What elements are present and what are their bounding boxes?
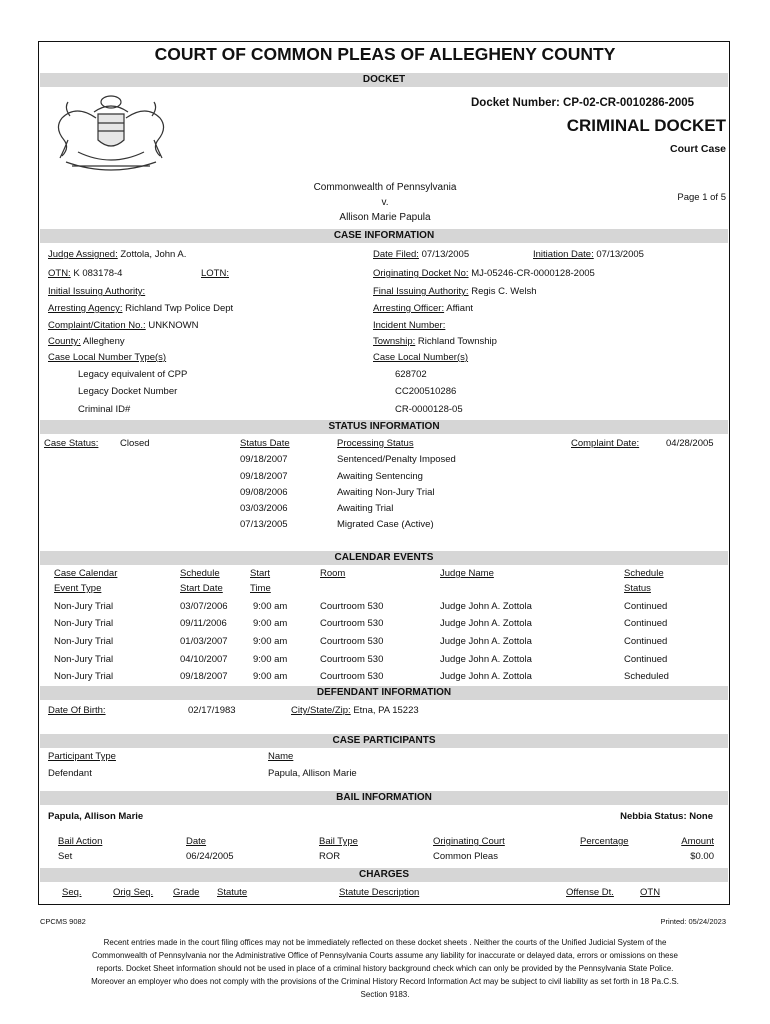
arresting-agency-label: Arresting Agency: — [48, 303, 123, 314]
originating-docket-label: Originating Docket No: — [373, 268, 469, 279]
local-number-item: CR-0000128-05 — [395, 404, 463, 415]
calendar-header-status: Status — [624, 583, 651, 594]
local-type-item: Legacy equivalent of CPP — [78, 369, 188, 380]
calendar-cell-judge: Judge John A. Zottola — [440, 654, 532, 665]
local-number-item: CC200510286 — [395, 386, 457, 397]
calendar-cell-status: Continued — [624, 636, 668, 647]
status-row-status: Awaiting Sentencing — [337, 471, 423, 482]
calendar-header-room: Room — [320, 568, 346, 579]
bail-action: Set — [58, 851, 73, 862]
bail-information-band: BAIL INFORMATION — [40, 791, 728, 805]
status-row-status: Sentenced/Penalty Imposed — [337, 454, 456, 465]
status-date-header: Status Date — [240, 438, 290, 449]
dob-value: 02/17/1983 — [188, 705, 236, 716]
calendar-header-date: Start Date — [180, 583, 223, 594]
page-indicator: Page 1 of 5 — [677, 192, 726, 203]
complaint-date-value: 04/28/2005 — [666, 438, 714, 449]
calendar-cell-type: Non-Jury Trial — [54, 601, 114, 612]
criminal-docket-title: CRIMINAL DOCKET — [566, 116, 726, 135]
status-row-date: 07/13/2005 — [240, 519, 288, 530]
charges-grade-header: Grade — [173, 887, 200, 898]
status-row-status: Awaiting Trial — [337, 503, 394, 514]
docket-number: Docket Number: CP-02-CR-0010286-2005 — [471, 97, 695, 109]
charges-otn-header: OTN — [640, 887, 661, 898]
calendar-cell-date: 04/10/2007 — [180, 654, 228, 665]
calendar-cell-status: Continued — [624, 654, 668, 665]
calendar-header-type: Case Calendar — [54, 568, 118, 579]
amount-header: Amount — [681, 836, 714, 847]
complaint-date-label: Complaint Date: — [571, 438, 640, 449]
final-authority-label: Final Issuing Authority: — [373, 286, 469, 297]
calendar-cell-time: 9:00 am — [253, 671, 288, 682]
status-row-date: 09/18/2007 — [240, 471, 288, 482]
calendar-cell-judge: Judge John A. Zottola — [440, 636, 532, 647]
township-label: Township: — [373, 336, 416, 347]
calendar-cell-type: Non-Jury Trial — [54, 618, 114, 629]
calendar-cell-type: Non-Jury Trial — [54, 636, 114, 647]
bail-party-name: Papula, Allison Marie — [48, 811, 144, 822]
bail-date-header: Date — [186, 836, 207, 847]
arresting-officer-value: Affiant — [446, 303, 473, 314]
case-status-label: Case Status: — [44, 438, 99, 449]
calendar-cell-date: 01/03/2007 — [180, 636, 228, 647]
calendar-header-status: Schedule — [624, 568, 664, 579]
otn-label: OTN: — [48, 268, 71, 279]
caption-versus: v. — [381, 197, 389, 208]
participant-name-header: Name — [268, 751, 294, 762]
status-row-date: 09/18/2007 — [240, 454, 288, 465]
judge-label: Judge Assigned: — [48, 249, 118, 260]
calendar-cell-judge: Judge John A. Zottola — [440, 601, 532, 612]
participant-type: Defendant — [48, 768, 92, 779]
calendar-cell-date: 09/11/2006 — [180, 618, 227, 629]
calendar-header-time: Time — [250, 583, 271, 594]
bail-amount: $0.00 — [690, 851, 714, 862]
city-value: Etna, PA 15223 — [353, 705, 419, 716]
charges-statute-header: Statute — [217, 887, 248, 898]
arresting-officer-label: Arresting Officer: — [373, 303, 445, 314]
processing-status-header: Processing Status — [337, 438, 414, 449]
local-number-item: 628702 — [395, 369, 427, 380]
status-row-date: 09/08/2006 — [240, 487, 288, 498]
calendar-cell-room: Courtroom 530 — [320, 654, 384, 665]
dob-label: Date Of Birth: — [48, 705, 106, 716]
date-filed-value: 07/13/2005 — [421, 249, 470, 260]
calendar-cell-type: Non-Jury Trial — [54, 671, 114, 682]
complaint-value: UNKNOWN — [148, 320, 199, 331]
pennsylvania-coat-of-arms-icon — [48, 92, 174, 176]
township-value: Richland Township — [417, 336, 497, 347]
nebbia-status: Nebbia Status: None — [620, 811, 713, 822]
originating-docket-value: MJ-05246-CR-0000128-2005 — [471, 268, 595, 279]
charges-offense-date-header: Offense Dt. — [566, 887, 614, 898]
calendar-cell-time: 9:00 am — [253, 618, 288, 629]
status-information-band: STATUS INFORMATION — [40, 420, 728, 434]
caption-plaintiff: Commonwealth of Pennsylvania — [313, 182, 457, 193]
calendar-cell-status: Continued — [624, 618, 668, 629]
charges-description-header: Statute Description — [339, 887, 420, 898]
originating-court-header: Originating Court — [433, 836, 505, 847]
bail-type: ROR — [319, 851, 341, 862]
participant-name: Papula, Allison Marie — [268, 768, 357, 779]
calendar-cell-status: Continued — [624, 601, 668, 612]
arresting-agency-value: Richland Twp Police Dept — [125, 303, 234, 314]
court-title: COURT OF COMMON PLEAS OF ALLEGHENY COUNTY — [154, 44, 616, 64]
judge-value: Zottola, John A. — [120, 249, 187, 260]
calendar-cell-judge: Judge John A. Zottola — [440, 671, 532, 682]
calendar-cell-type: Non-Jury Trial — [54, 654, 114, 665]
charges-seq-header: Seq. — [62, 887, 82, 898]
bail-date: 06/24/2005 — [186, 851, 234, 862]
calendar-cell-judge: Judge John A. Zottola — [440, 618, 532, 629]
caption-defendant: Allison Marie Papula — [339, 212, 431, 223]
charges-band: CHARGES — [40, 868, 728, 882]
participant-type-header: Participant Type — [48, 751, 116, 762]
docket-band: DOCKET — [40, 73, 728, 87]
calendar-header-time: Start — [250, 568, 271, 579]
calendar-cell-room: Courtroom 530 — [320, 671, 384, 682]
calendar-cell-time: 9:00 am — [253, 654, 288, 665]
disclaimer-text: Recent entries made in the court filing offices may not be immediately reflected on these docket sheets . Neither the courts of the Unified Judicial System of the Commonwealth of Pennsylvania nor the Administrative Office of Pennsylvania Courts assume any liability for inaccurate or delayed data, errors or omissions on these reports. Docket Sheet information should not be used in place of a criminal history background check which can only be provided by the Pennsylvania State Police. Moreover an employer who does not comply with the provisions of the Criminal History Record Information Act may be subject to civil liability as set forth in 18 Pa.C.S. Section 9183. — [91, 938, 679, 999]
percentage-header: Percentage — [580, 836, 629, 847]
calendar-cell-status: Scheduled — [624, 671, 669, 682]
calendar-cell-time: 9:00 am — [253, 636, 288, 647]
complaint-label: Complaint/Citation No.: — [48, 320, 146, 331]
date-filed-label: Date Filed: — [373, 249, 419, 260]
calendar-header-judge: Judge Name — [440, 568, 494, 579]
local-type-item: Legacy Docket Number — [78, 386, 178, 397]
final-authority-value: Regis C. Welsh — [471, 286, 537, 297]
court-case-label: Court Case — [669, 143, 726, 155]
printed-date: Printed: 05/24/2023 — [660, 917, 726, 926]
case-information-band: CASE INFORMATION — [40, 229, 728, 243]
case-participants-band: CASE PARTICIPANTS — [40, 734, 728, 748]
calendar-events-band: CALENDAR EVENTS — [40, 551, 728, 565]
initiation-value: 07/13/2005 — [596, 249, 644, 260]
status-row-date: 03/03/2006 — [240, 503, 288, 514]
calendar-cell-room: Courtroom 530 — [320, 618, 384, 629]
calendar-cell-date: 09/18/2007 — [180, 671, 228, 682]
local-type-item: Criminal ID# — [78, 404, 131, 415]
bail-type-header: Bail Type — [319, 836, 358, 847]
status-row-status: Migrated Case (Active) — [337, 519, 434, 530]
case-status-value: Closed — [120, 438, 150, 449]
calendar-header-date: Schedule — [180, 568, 220, 579]
initial-authority-label: Initial Issuing Authority: — [48, 286, 146, 297]
charges-orig-seq-header: Orig Seq. — [113, 887, 154, 898]
calendar-cell-time: 9:00 am — [253, 601, 288, 612]
initiation-label: Initiation Date: — [533, 249, 594, 260]
calendar-cell-date: 03/07/2006 — [180, 601, 228, 612]
originating-court: Common Pleas — [433, 851, 498, 862]
calendar-header-type: Event Type — [54, 583, 102, 594]
county-label: County: — [48, 336, 81, 347]
calendar-cell-room: Courtroom 530 — [320, 636, 384, 647]
otn-value: K 083178-4 — [73, 268, 123, 279]
calendar-cell-room: Courtroom 530 — [320, 601, 384, 612]
city-label: City/State/Zip: — [291, 705, 351, 716]
defendant-information-band: DEFENDANT INFORMATION — [40, 686, 728, 700]
incident-label: Incident Number: — [373, 320, 446, 331]
lotn-label: LOTN: — [201, 268, 229, 279]
status-row-status: Awaiting Non-Jury Trial — [337, 487, 435, 498]
form-number: CPCMS 9082 — [40, 917, 86, 926]
local-number-label: Case Local Number(s) — [373, 352, 469, 363]
bail-action-header: Bail Action — [58, 836, 103, 847]
local-number-type-label: Case Local Number Type(s) — [48, 352, 167, 363]
county-value: Allegheny — [82, 336, 125, 347]
